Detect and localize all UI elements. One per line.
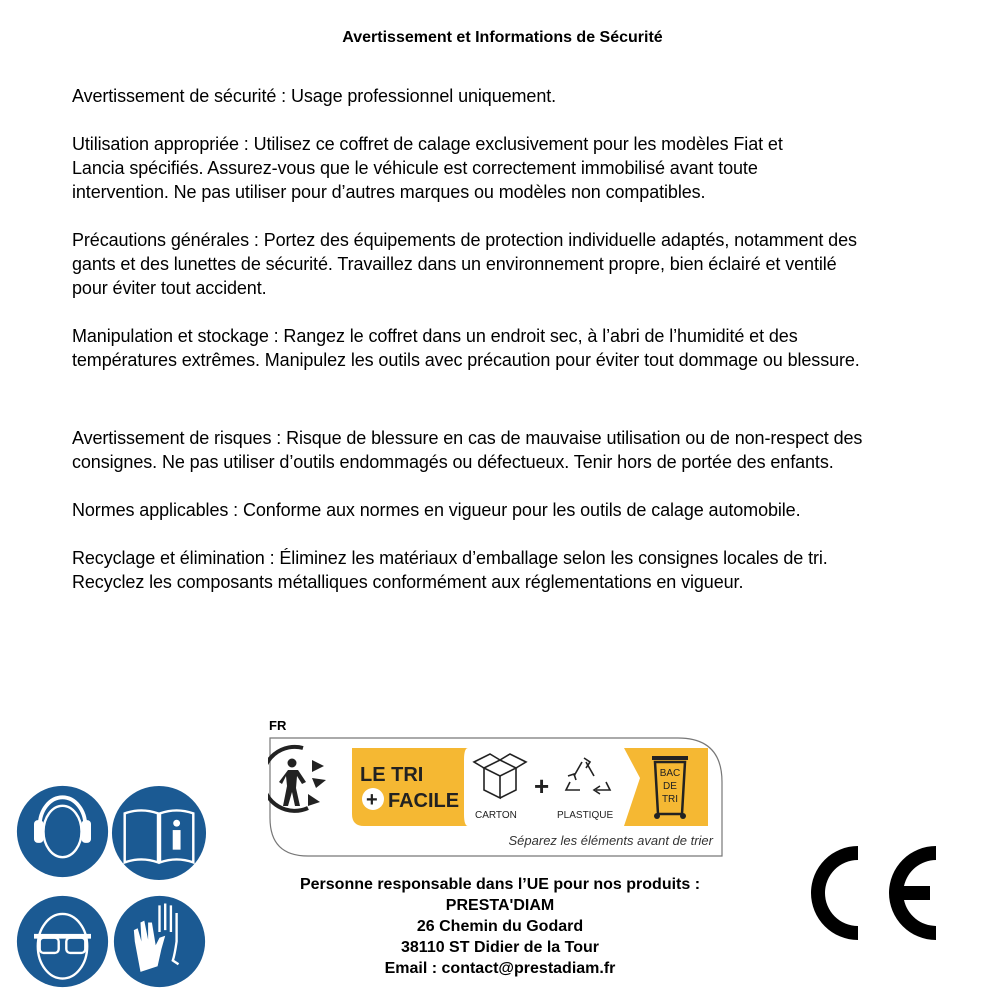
text-line: Lancia spécifiés. Assurez-vous que le véhicule est correctement immobilisé avant toute bbox=[72, 158, 758, 178]
brand-line2: FACILE bbox=[388, 790, 460, 812]
city-address: 38110 ST Didier de la Tour bbox=[401, 939, 599, 956]
text-line: Manipulation et stockage : Rangez le coffret dans un endroit sec, à l’abri de l’humidité et des bbox=[72, 326, 798, 346]
responsible-person-block bbox=[230, 874, 770, 979]
paragraph-warning bbox=[72, 84, 556, 108]
text-line: Avertissement de sécurité : Usage professionnel uniquement. bbox=[72, 86, 557, 106]
responsible-heading: Personne responsable dans l’UE pour nos produits : bbox=[299, 876, 701, 893]
read-manual-icon bbox=[110, 784, 208, 882]
text-line: Précautions générales : Portez des équipements de protection individuelle adaptés, notamment des bbox=[72, 230, 857, 250]
eye-protection-icon bbox=[15, 894, 110, 989]
plus-icon: + bbox=[366, 789, 378, 811]
text-line: intervention. Ne pas utiliser pour d’autres marques ou modèles non compatibles. bbox=[72, 182, 706, 202]
ear-protection-icon bbox=[15, 784, 110, 879]
bin-text-1: BAC bbox=[659, 768, 681, 779]
paragraph-storage bbox=[72, 324, 860, 372]
paragraph-precautions bbox=[72, 228, 857, 300]
text-line: gants et des lunettes de sécurité. Travaillez dans un environnement propre, bien éclairé et ventilé bbox=[72, 254, 837, 274]
bin-text-2: DE bbox=[663, 781, 677, 792]
text-line: Utilisation appropriée : Utilisez ce coffret de calage exclusivement pour les modèles Fiat et bbox=[72, 134, 783, 154]
text-line: températures extrêmes. Manipulez les outils avec précaution pour éviter tout dommage ou blessure. bbox=[72, 350, 860, 370]
triman-caption: Séparez les éléments avant de trier bbox=[508, 833, 713, 848]
text-line: Normes applicables : Conforme aux normes en vigueur pour les outils de calage automobile. bbox=[72, 500, 801, 520]
paragraph-usage bbox=[72, 132, 783, 204]
country-code: FR bbox=[269, 718, 287, 733]
brand-line1: LE TRI bbox=[360, 764, 424, 786]
text-line: Avertissement de risques : Risque de blessure en cas de mauvaise utilisation ou de non-respect des bbox=[72, 428, 863, 448]
company-name: PRESTA'DIAM bbox=[445, 897, 555, 914]
hand-protection-icon bbox=[112, 894, 207, 989]
item-carton: CARTON bbox=[475, 810, 517, 821]
page-title: Avertissement et Informations de Sécurité bbox=[342, 29, 663, 46]
triman-graphic bbox=[268, 718, 726, 858]
ce-mark-icon bbox=[798, 842, 938, 944]
paragraph-recycling bbox=[72, 546, 828, 594]
text-line: Recyclage et élimination : Éliminez les matériaux d’emballage selon les consignes locales de tri. bbox=[72, 548, 828, 568]
text-line: Recyclez les composants métalliques conformément aux réglementations en vigueur. bbox=[72, 572, 744, 592]
street-address: 26 Chemin du Godard bbox=[416, 918, 584, 935]
triman-logo bbox=[268, 718, 726, 858]
text-line: consignes. Ne pas utiliser d’outils endommagés ou défectueux. Tenir hors de portée des enfants. bbox=[72, 452, 834, 472]
bin-text-3: TRI bbox=[661, 794, 679, 805]
paragraph-standards bbox=[72, 498, 801, 522]
item-plastique: PLASTIQUE bbox=[557, 810, 614, 821]
text-line: pour éviter tout accident. bbox=[72, 278, 267, 298]
plus-sign: + bbox=[534, 771, 550, 801]
email[interactable]: Email : contact@prestadiam.fr bbox=[384, 960, 616, 977]
paragraph-risks bbox=[72, 426, 862, 474]
